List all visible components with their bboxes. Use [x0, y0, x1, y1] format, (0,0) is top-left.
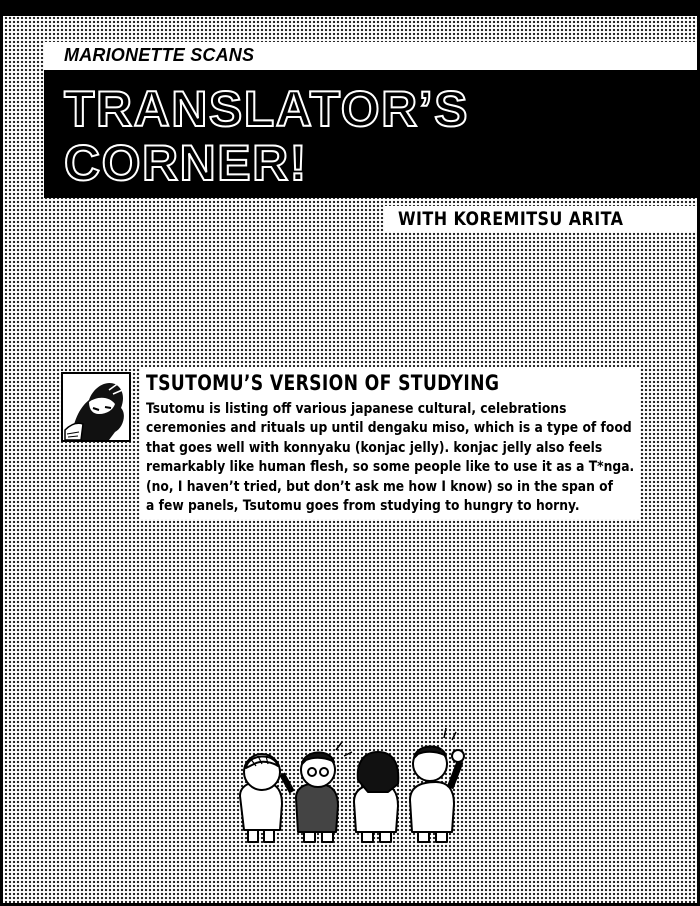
character-portrait-icon [61, 372, 131, 442]
note-line: Tsutomu is listing off various japanese cultural, celebrations [146, 401, 567, 417]
note-line: a few panels, Tsutomu goes from studying to hungry to horny. [146, 498, 580, 515]
top-black-strip [0, 0, 700, 16]
page-title-line-1: TRANSLATOR’S [64, 81, 470, 137]
note-line: ceremonies and rituals up until dengaku miso, which is a type of food [146, 420, 632, 437]
note-line: (no, I haven’t tried, but don’t ask me how I know) so in the span of [146, 478, 613, 495]
page-title [64, 82, 469, 190]
chibi-characters-illustration [232, 722, 468, 854]
site-name: MARIONETTE SCANS [64, 45, 255, 65]
note-line: remarkably like human flesh, so some people like to use it as a T*nga. [146, 459, 635, 476]
page-subtitle: WITH KOREMITSU ARITA [398, 208, 624, 230]
page-title-line-2: CORNER! [64, 135, 308, 191]
note-body [146, 400, 674, 516]
note-heading: TSUTOMU’S VERSION OF STUDYING [146, 371, 500, 395]
note-line: that goes well with konnyaku (konjac jelly). konjac jelly also feels [146, 439, 603, 456]
